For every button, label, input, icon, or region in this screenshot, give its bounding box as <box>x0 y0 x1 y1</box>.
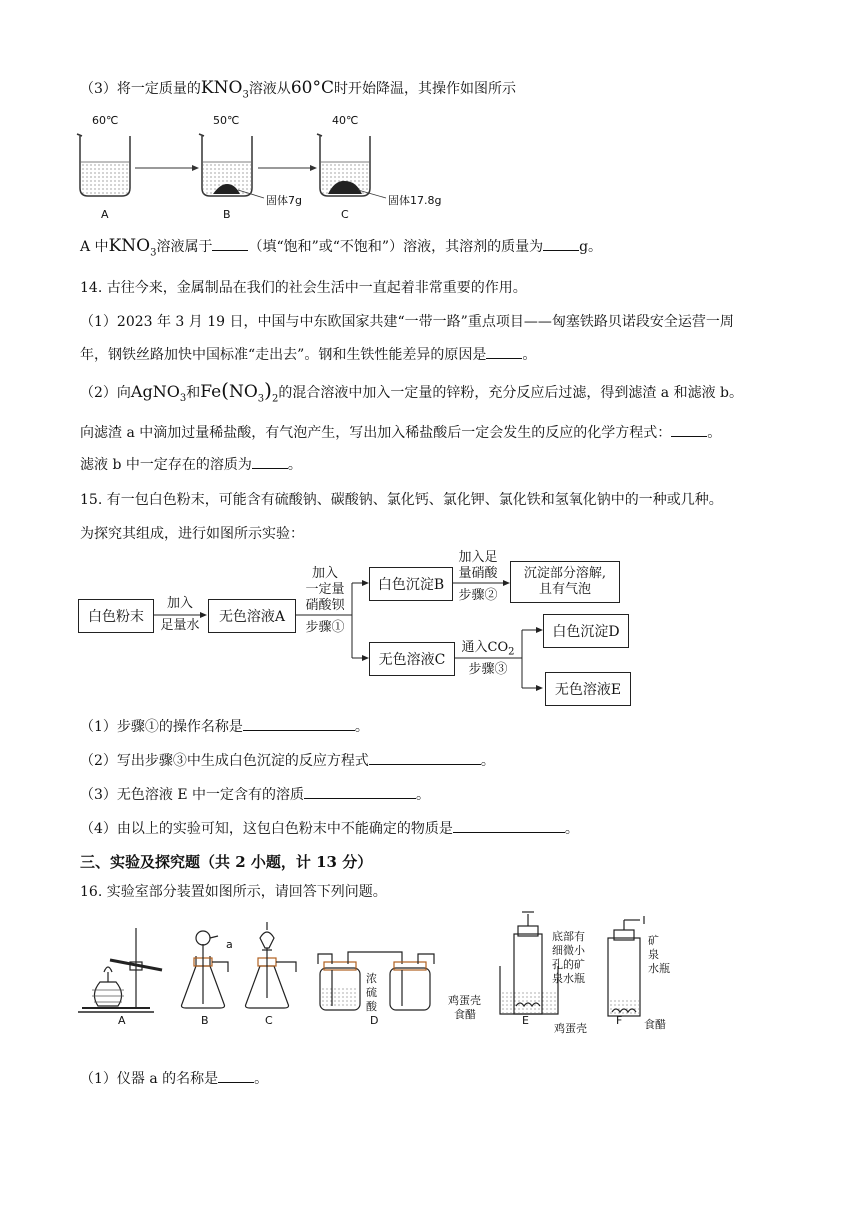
temp-60: 60℃ <box>92 114 119 127</box>
apparatus-a <box>78 928 162 1012</box>
label-f-bottle: 矿 泉 水瓶 <box>648 934 670 975</box>
blank-steel-iron[interactable] <box>486 344 522 359</box>
apparatus-e <box>500 912 558 1014</box>
label-e-bottle: 底部有 细微小 孔的矿 泉水瓶 <box>552 930 585 985</box>
box-solution-e: 无色溶液E <box>545 672 631 706</box>
box-white-powder: 白色粉末 <box>78 599 154 633</box>
label-hno3-2: 量硝酸 <box>458 566 498 581</box>
q14-p1-line1: （1）2023 年 3 月 19 日，中国与中东欧国家共建“一带一路”重点项目——匈塞铁路贝诺段安全运营一周 <box>80 314 734 330</box>
label-step3: 步骤③ <box>468 662 508 677</box>
q14-p2-line3: 滤液 b 中一定存在的溶质为 。 <box>80 454 302 475</box>
apparatus-label-b: B <box>201 1014 209 1027</box>
beaker-a <box>77 134 130 196</box>
solid-b-label: 固体7g <box>266 194 302 207</box>
label-conc-h2so4: 浓 硫 酸 <box>366 972 377 1013</box>
blank-filtrate-solute[interactable] <box>252 454 288 469</box>
apparatus-label-f: F <box>616 1014 623 1027</box>
q15-q1: （1）步骤①的操作名称是 。 <box>80 716 369 737</box>
agno3-formula: AgNO$_3$ <box>130 382 187 405</box>
label-step1: 步骤① <box>305 620 345 635</box>
label-ba-amount: 一定量 <box>305 582 345 597</box>
label-hno3-1: 加入足 <box>458 550 498 565</box>
beaker-c <box>317 134 386 198</box>
section-3-title: 三、实验及探究题（共 2 小题，计 13 分） <box>80 853 373 871</box>
kno3-formula-2: $KNO_3$ <box>108 236 157 259</box>
apparatus-label-d: D <box>370 1014 379 1027</box>
beaker-b <box>199 134 264 198</box>
temp-40: 40℃ <box>332 114 359 127</box>
q13-part3-line: （3）将一定质量的$KNO_3$溶液从60°C时开始降温，其操作如图所示 <box>80 78 516 101</box>
temp-50: 50℃ <box>213 114 240 127</box>
q15-q2: （2）写出步骤③中生成白色沉淀的反应方程式 。 <box>80 750 495 771</box>
apparatus-f <box>608 916 644 1016</box>
apparatus-label-c: C <box>265 1014 273 1027</box>
box-precipitate-d: 白色沉淀D <box>543 614 629 648</box>
q16-q1: （1）仪器 a 的名称是 。 <box>80 1068 268 1089</box>
solid-c-label: 固体17.8g <box>388 194 442 207</box>
q15-stem-line2: 为探究其组成，进行如图所示实验： <box>80 526 304 542</box>
box-solution-a: 无色溶液A <box>208 599 296 633</box>
apparatus-b <box>182 931 229 1008</box>
label-e-vinegar: 食醋 <box>454 1008 476 1021</box>
box-solution-c: 无色溶液C <box>369 642 455 676</box>
blank-solvent-mass[interactable] <box>543 236 579 251</box>
q13-answer-line: A 中$KNO_3$溶液属于 （填“饱和”或“不饱和”）溶液，其溶剂的质量为 g。 <box>80 236 603 259</box>
label-water: 足量水 <box>160 618 200 633</box>
q15-q3: （3）无色溶液 E 中一定含有的溶质 。 <box>80 784 430 805</box>
label-f-eggshell: 鸡蛋壳 <box>554 1022 587 1035</box>
blank-saturation[interactable] <box>212 236 248 251</box>
q14-p2-line1: （2）向AgNO$_3$和$Fe(NO_3)_2$的混合溶液中加入一定量的锌粉，充分反应后过滤，得到滤渣 a 和滤液 b。 <box>80 378 744 405</box>
label-e-eggshell: 鸡蛋壳 <box>448 994 481 1007</box>
q15-stem-line1: 15. 有一包白色粉末，可能含有硫酸钠、碳酸钠、氯化钙、氯化钾、氯化铁和氢氧化钠中的一种或几种。 <box>80 492 723 508</box>
fe-no3-formula: $Fe(NO_3)_2$ <box>200 378 279 405</box>
label-a: A <box>101 208 109 221</box>
label-instrument-a: a <box>226 938 233 951</box>
label-step2: 步骤② <box>458 588 498 603</box>
box-result-b: 沉淀部分溶解, 且有气泡 <box>510 561 620 603</box>
blank-step1-operation[interactable] <box>243 716 355 731</box>
label-ba-add: 加入 <box>311 566 338 581</box>
apparatus-label-e: E <box>522 1014 529 1027</box>
q15-q4: （4）由以上的实验可知，这包白色粉末中不能确定的物质是 。 <box>80 818 579 839</box>
label-b: B <box>223 208 231 221</box>
blank-instrument-a[interactable] <box>218 1068 254 1083</box>
label-ba-nitrate: 硝酸钡 <box>305 598 345 613</box>
q14-stem: 14. 古往今来，金属制品在我们的社会生活中一直起着非常重要的作用。 <box>80 280 527 296</box>
label-add-1: 加入 <box>166 596 193 611</box>
q16-stem: 16. 实验室部分装置如图所示，请回答下列问题。 <box>80 884 387 900</box>
label-c: C <box>341 208 349 221</box>
blank-step3-equation[interactable] <box>369 750 481 765</box>
blank-undetermined[interactable] <box>453 818 565 833</box>
apparatus-c <box>246 922 297 1008</box>
label-f-vinegar: 食醋 <box>644 1018 666 1031</box>
q14-p1-line2: 年，钢铁丝路加快中国标准“走出去”。钢和生铁性能差异的原因是 。 <box>80 344 536 365</box>
box-precipitate-b: 白色沉淀B <box>369 567 453 601</box>
blank-solution-e-solute[interactable] <box>304 784 416 799</box>
blank-equation[interactable] <box>671 422 707 437</box>
q14-p2-line2: 向滤渣 a 中滴加过量稀盐酸，有气泡产生，写出加入稀盐酸后一定会发生的反应的化学方程式： 。 <box>80 422 721 443</box>
apparatus-figure <box>70 908 690 1035</box>
kno3-cooling-figure <box>70 108 470 223</box>
kno3-formula: $KNO_3$ <box>200 78 249 101</box>
apparatus-label-a: A <box>118 1014 126 1027</box>
label-co2: 通入$CO_2$ <box>461 640 515 658</box>
